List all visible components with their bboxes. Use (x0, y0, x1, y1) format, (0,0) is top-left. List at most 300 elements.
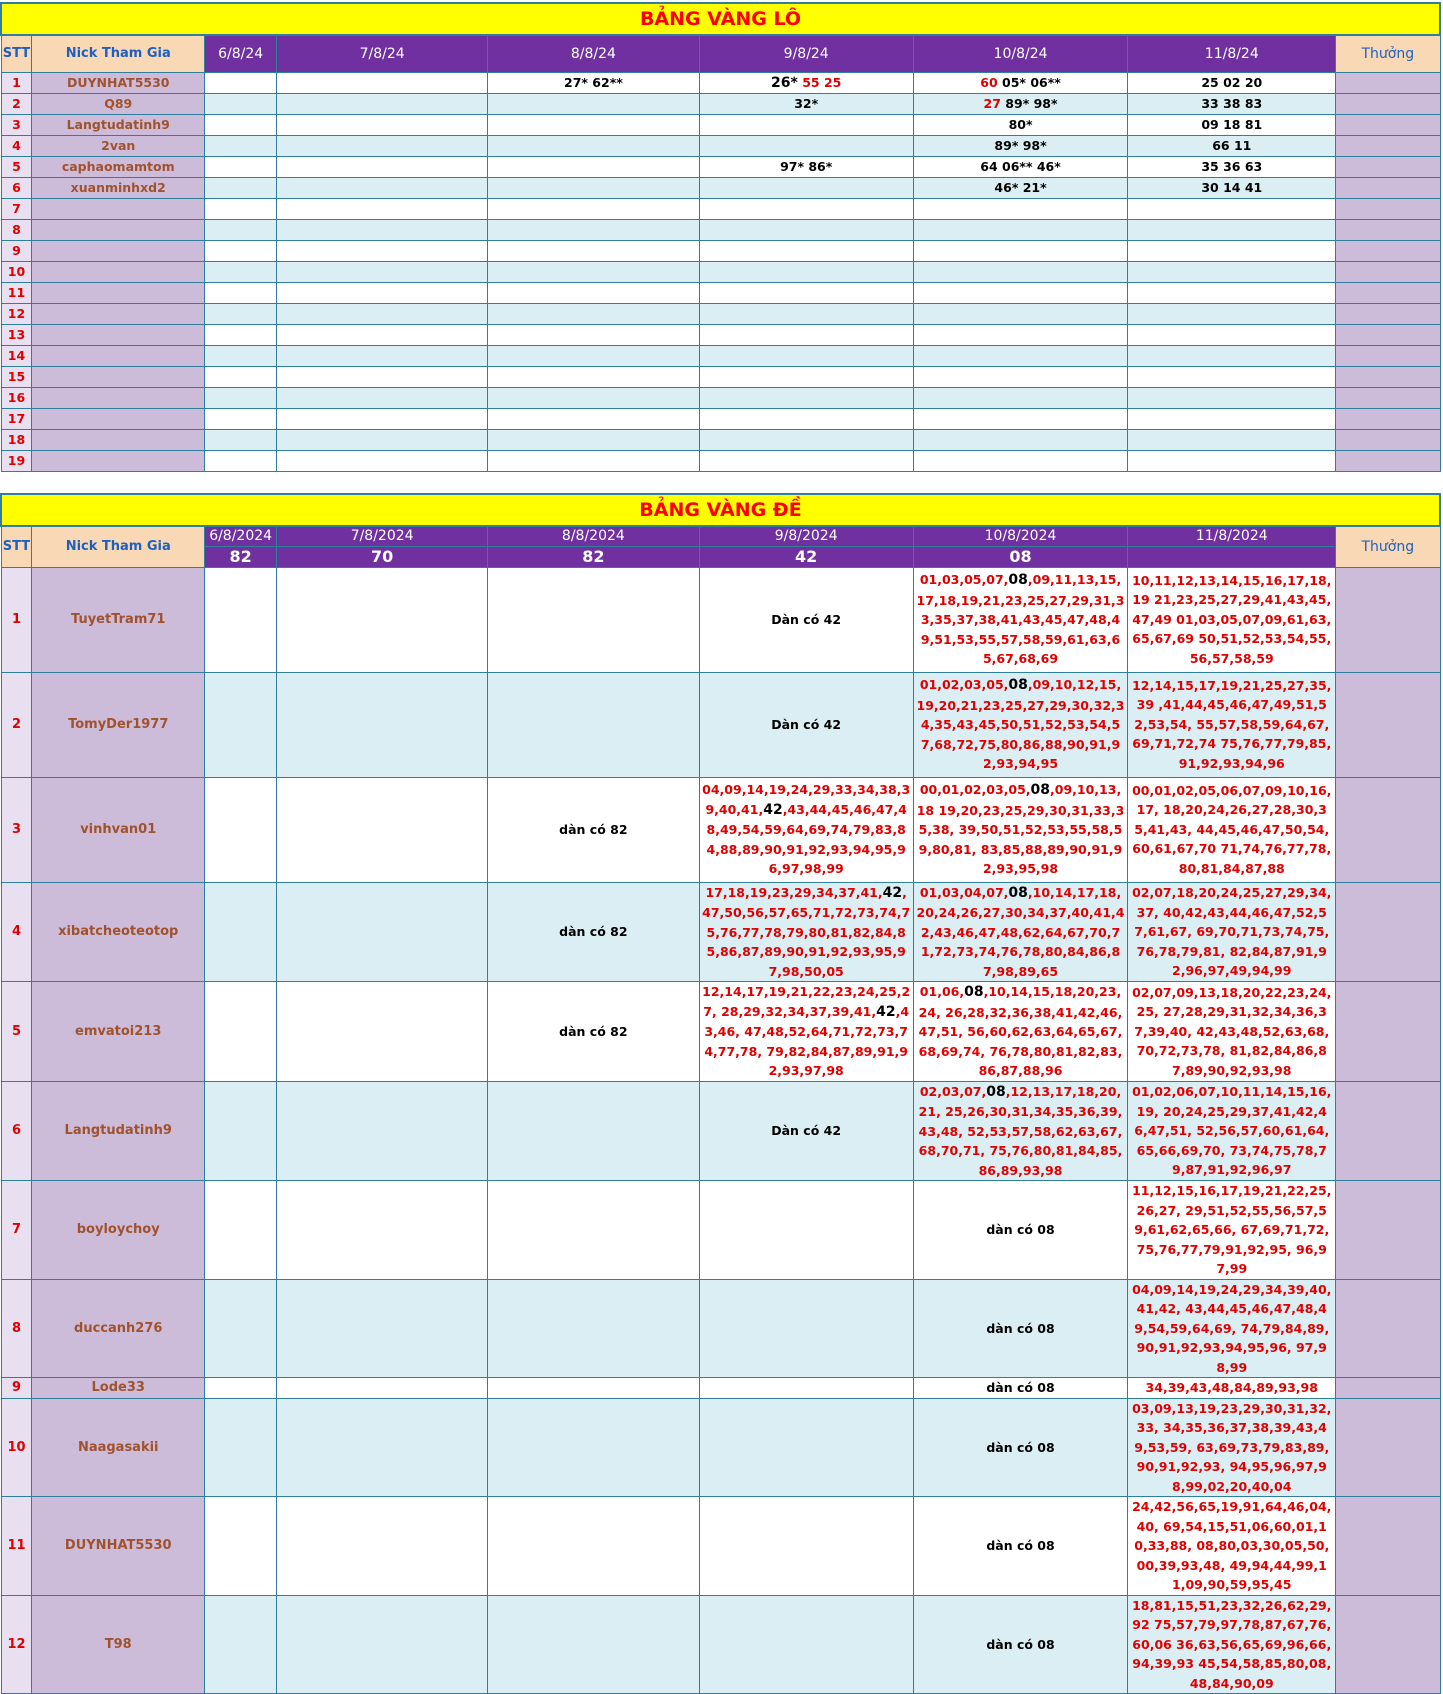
date-cell (1128, 240, 1336, 261)
thuong-cell (1336, 219, 1440, 240)
stt-cell: 5 (1, 156, 32, 177)
date-cell (488, 282, 700, 303)
stt-cell: 13 (1, 324, 32, 345)
thuong-cell (1336, 1081, 1440, 1181)
date-cell (277, 93, 488, 114)
date-cell (204, 1378, 276, 1399)
de-result: 70 (277, 546, 488, 567)
thuong-cell (1336, 135, 1440, 156)
date-cell (204, 261, 276, 282)
lo-row (1, 72, 1440, 93)
highlight-number: 42 (763, 801, 783, 818)
nick-cell: TuyetTram71 (32, 567, 205, 672)
date-cell (488, 450, 700, 471)
lo-row (1, 387, 1440, 408)
numbers-black: 32* (794, 96, 819, 111)
date-cell (204, 1595, 276, 1694)
date-cell (699, 240, 913, 261)
date-cell (913, 567, 1128, 672)
date-cell (488, 240, 700, 261)
numbers-red: ,10,14,17,18,20,24,26,27,30,34,37,40,41,42,43,46,47,48,62,64,67,70,71,72,73,74,76,78,80,84,86,87,98,89,65 (916, 884, 1125, 979)
numbers-red: ,09,10,13,18 19,20,23,25,29,30,31,33,35,38, 39,50,51,52,53,55,58,59,80,81, 83,85,88,89,90,91,92,93,95,98 (916, 782, 1125, 877)
lo-title: BẢNG VÀNG LÔ (1, 3, 1440, 35)
numbers-red: ,47,50,56,57,65,71,72,73,74,75,76,77,78,79,80,81,82,84,85,86,87,89,90,91,92,93,95,97,98,50,05 (702, 884, 911, 979)
date-cell: dàn có 08 (913, 1398, 1128, 1497)
lo-row (1, 93, 1440, 114)
date-cell (204, 1181, 276, 1280)
date-cell (488, 1081, 700, 1181)
date-cell: 35 36 63 (1128, 156, 1336, 177)
de-result (1128, 546, 1336, 567)
date-cell (277, 240, 488, 261)
date-cell (204, 240, 276, 261)
date-cell (204, 366, 276, 387)
de-title: BẢNG VÀNG ĐỀ (1, 494, 1440, 526)
de-header-date: 7/8/2024 (277, 526, 488, 546)
numbers-red: 01,03,05,07, (919, 572, 1009, 588)
date-cell (488, 429, 700, 450)
stt-cell: 19 (1, 450, 32, 471)
de-result: 82 (204, 546, 276, 567)
date-cell (277, 1081, 488, 1181)
stt-cell: 12 (1, 303, 32, 324)
date-cell (277, 1181, 488, 1280)
thuong-cell (1336, 345, 1440, 366)
stt-cell: 7 (1, 198, 32, 219)
thuong-cell (1336, 282, 1440, 303)
de-header-date: 6/8/2024 (204, 526, 276, 546)
date-cell (699, 282, 913, 303)
date-cell (277, 219, 488, 240)
date-cell (204, 1081, 276, 1181)
numbers-black: 89* 98* (1000, 96, 1058, 111)
date-cell: Dàn có 42 (699, 1081, 913, 1181)
stt-cell: 4 (1, 135, 32, 156)
thuong-cell (1336, 72, 1440, 93)
de-row (1, 1398, 1440, 1497)
thuong-cell (1336, 450, 1440, 471)
nick-cell (32, 387, 205, 408)
date-cell (699, 114, 913, 135)
numbers-black: 97* 86* (780, 159, 833, 174)
lo-header-date: 11/8/24 (1128, 35, 1336, 72)
lo-row (1, 408, 1440, 429)
date-cell: 25 02 20 (1128, 72, 1336, 93)
numbers-red: ,09,10,12,15,19,20,21,23,25,27,29,30,32,34,35,43,45,50,51,52,53,54,57,68,72,75,80,86,88,90,91,92,93,94,95 (916, 677, 1125, 772)
nick-cell: vinhvan01 (32, 777, 205, 882)
date-cell (699, 882, 913, 982)
date-cell (488, 1279, 700, 1378)
numbers-red: 01,03,04,07, (919, 884, 1009, 900)
date-cell (913, 324, 1128, 345)
de-header-nick: Nick Tham Gia (32, 526, 205, 567)
date-cell (699, 93, 913, 114)
thuong-cell (1336, 303, 1440, 324)
numbers-black: 05* 06** (997, 75, 1061, 90)
date-cell: 66 11 (1128, 135, 1336, 156)
date-cell (1128, 282, 1336, 303)
date-cell: 11,12,15,16,17,19,21,22,25,26,27, 29,51,52,55,56,57,59,61,62,65,66, 67,69,71,72,75,76,77,79,91,92,95, 96,97,99 (1128, 1181, 1336, 1280)
numbers-red: ,09,11,13,15,17,18,19,21,23,25,27,29,31,33,35,37,38,41,43,45,47,48,49,51,53,55,57,58,59,61,63,65,67,68,69 (916, 572, 1125, 667)
date-cell (204, 303, 276, 324)
thuong-cell (1336, 777, 1440, 882)
lo-row (1, 450, 1440, 471)
nick-cell (32, 198, 205, 219)
date-cell: dàn có 08 (913, 1378, 1128, 1399)
stt-cell: 1 (1, 72, 32, 93)
date-cell (1128, 198, 1336, 219)
highlight-number: 08 (986, 1083, 1006, 1100)
stt-cell: 2 (1, 93, 32, 114)
date-cell: 09 18 81 (1128, 114, 1336, 135)
date-cell (1128, 387, 1336, 408)
date-cell (913, 982, 1128, 1082)
date-cell: dàn có 08 (913, 1181, 1128, 1280)
de-result: 42 (699, 546, 913, 567)
lo-row (1, 177, 1440, 198)
date-cell (204, 429, 276, 450)
nick-cell: caphaomamtom (32, 156, 205, 177)
nick-cell: 2van (32, 135, 205, 156)
date-cell: dàn có 08 (913, 1279, 1128, 1378)
date-cell (699, 135, 913, 156)
numbers-red: 01,02,03,05, (919, 677, 1009, 693)
stt-cell: 15 (1, 366, 32, 387)
thuong-cell (1336, 366, 1440, 387)
date-cell (488, 1398, 700, 1497)
date-cell (277, 1497, 488, 1596)
date-cell (913, 261, 1128, 282)
date-cell (699, 429, 913, 450)
highlight-number: 08 (1008, 572, 1028, 589)
stt-cell: 18 (1, 429, 32, 450)
de-header-stt: STT (1, 526, 32, 567)
date-cell (277, 72, 488, 93)
highlight-number: 08 (964, 984, 984, 1000)
lo-row (1, 198, 1440, 219)
date-cell (699, 450, 913, 471)
date-cell: Dàn có 42 (699, 672, 913, 777)
de-header-date: 9/8/2024 (699, 526, 913, 546)
date-cell (913, 345, 1128, 366)
nick-cell: Naagasakii (32, 1398, 205, 1497)
date-cell: 12,14,15,17,19,21,25,27,35,39 ,41,44,45,46,47,49,51,52,53,54, 55,57,58,59,64,67,69,71,72,74 75,76,77,79,85,91,92,93,94,96 (1128, 672, 1336, 777)
date-cell (699, 156, 913, 177)
date-cell: 27* 62** (488, 72, 700, 93)
date-cell (277, 882, 488, 982)
date-cell (488, 408, 700, 429)
date-cell (488, 345, 700, 366)
lo-row (1, 303, 1440, 324)
lo-header-date: 7/8/24 (277, 35, 488, 72)
lo-row (1, 282, 1440, 303)
date-cell (488, 261, 700, 282)
thuong-cell (1336, 1595, 1440, 1694)
nick-cell: DUYNHAT5530 (32, 72, 205, 93)
date-cell: 30 14 41 (1128, 177, 1336, 198)
date-cell (277, 408, 488, 429)
date-cell (913, 408, 1128, 429)
date-cell (277, 261, 488, 282)
de-header-date: 10/8/2024 (913, 526, 1128, 546)
date-cell (204, 450, 276, 471)
date-cell (277, 366, 488, 387)
thuong-cell (1336, 177, 1440, 198)
date-cell (699, 324, 913, 345)
date-cell (204, 882, 276, 982)
date-cell: dàn có 08 (913, 1595, 1128, 1694)
date-cell (699, 261, 913, 282)
date-cell: 18,81,15,51,23,32,26,62,29,92 75,57,79,97,78,87,67,76,60,06 36,63,56,65,69,96,66,94,39,93 45,54,58,85,80,08,48,84,90,09 (1128, 1595, 1336, 1694)
lo-header-nick: Nick Tham Gia (32, 35, 205, 72)
lo-row (1, 156, 1440, 177)
date-cell (277, 1398, 488, 1497)
date-cell (204, 1279, 276, 1378)
date-cell (699, 366, 913, 387)
date-cell (204, 135, 276, 156)
date-cell (277, 303, 488, 324)
date-cell (277, 324, 488, 345)
date-cell (204, 387, 276, 408)
nick-cell: Langtudatinh9 (32, 114, 205, 135)
date-cell (699, 1181, 913, 1280)
date-cell: 02,07,09,13,18,20,22,23,24,25, 27,28,29,31,32,34,36,37,39,40, 42,43,48,52,63,68,70,72,73,78, 81,82,84,86,87,89,90,92,93,98 (1128, 982, 1336, 1082)
date-cell (699, 177, 913, 198)
numbers-red: 04,09,14,19,24,29,33,34,38,39,40,41, (702, 782, 911, 817)
thuong-cell (1336, 93, 1440, 114)
nick-cell (32, 324, 205, 345)
date-cell: 24,42,56,65,19,91,64,46,04,40, 69,54,15,51,06,60,01,10,33,88, 08,80,03,30,05,50,00,39,93,48, 49,94,44,99,11,09,90,59,95,45 (1128, 1497, 1336, 1596)
date-cell (699, 1279, 913, 1378)
date-cell (277, 567, 488, 672)
thuong-cell (1336, 1378, 1440, 1399)
nick-cell (32, 450, 205, 471)
de-row (1, 777, 1440, 882)
date-cell (1128, 366, 1336, 387)
date-cell: 00,01,02,05,06,07,09,10,16,17, 18,20,24,26,27,28,30,35,41,43, 44,45,46,47,50,54,60,61,67,70 71,74,76,77,78,80,81,84,87,88 (1128, 777, 1336, 882)
nick-cell (32, 240, 205, 261)
date-cell (1128, 429, 1336, 450)
nick-cell (32, 261, 205, 282)
date-cell (488, 135, 700, 156)
date-cell (277, 777, 488, 882)
nick-cell (32, 282, 205, 303)
date-cell (204, 982, 276, 1082)
date-cell (488, 1378, 700, 1399)
date-cell (204, 1497, 276, 1596)
stt-cell: 4 (1, 882, 32, 982)
numbers-black: 89* 98* (994, 138, 1047, 153)
stt-cell: 6 (1, 177, 32, 198)
date-cell (699, 777, 913, 882)
date-cell (277, 198, 488, 219)
lo-row (1, 429, 1440, 450)
date-cell (277, 1378, 488, 1399)
date-cell (277, 135, 488, 156)
date-cell (488, 219, 700, 240)
de-header-date: 8/8/2024 (488, 526, 700, 546)
stt-cell: 2 (1, 672, 32, 777)
date-cell (204, 156, 276, 177)
date-cell (204, 114, 276, 135)
date-cell (699, 1398, 913, 1497)
date-cell (913, 282, 1128, 303)
nick-cell: xuanminhxd2 (32, 177, 205, 198)
de-row (1, 1497, 1440, 1596)
date-cell (204, 72, 276, 93)
nick-cell (32, 345, 205, 366)
date-cell (913, 672, 1128, 777)
de-header-date: 11/8/2024 (1128, 526, 1336, 546)
nick-cell: TomyDer1977 (32, 672, 205, 777)
stt-cell: 5 (1, 982, 32, 1082)
thuong-cell (1336, 1181, 1440, 1280)
date-cell (277, 672, 488, 777)
date-cell (204, 1398, 276, 1497)
de-header-thuong: Thưởng (1336, 526, 1440, 567)
stt-cell: 16 (1, 387, 32, 408)
thuong-cell (1336, 672, 1440, 777)
date-cell (488, 387, 700, 408)
date-cell (488, 672, 700, 777)
date-cell: dàn có 82 (488, 882, 700, 982)
thuong-cell (1336, 240, 1440, 261)
highlight-number: 08 (1008, 677, 1028, 694)
lo-header-date: 6/8/24 (204, 35, 276, 72)
date-cell (204, 93, 276, 114)
numbers-red: 00,01,02,03,05, (919, 782, 1031, 798)
stt-cell: 8 (1, 1279, 32, 1378)
numbers-red: ,10,14,15,18,20,23,24, 26,28,32,36,38,41,42,46,47,51, 56,60,62,63,64,65,67,68,69,74, 76,78,80,81,82,83,86,87,88,96 (918, 984, 1123, 1078)
thuong-cell (1336, 324, 1440, 345)
stt-cell: 6 (1, 1081, 32, 1181)
date-cell (488, 156, 700, 177)
de-row (1, 882, 1440, 982)
date-cell (913, 450, 1128, 471)
highlight-number: 42 (876, 1003, 896, 1020)
date-cell (913, 135, 1128, 156)
lo-header-date: 8/8/24 (488, 35, 700, 72)
date-cell (699, 982, 913, 1082)
nick-cell: xibatcheoteotop (32, 882, 205, 982)
date-cell (488, 114, 700, 135)
highlight-number: 08 (1008, 884, 1028, 901)
date-cell (277, 1279, 488, 1378)
thuong-cell (1336, 408, 1440, 429)
stt-cell: 7 (1, 1181, 32, 1280)
date-cell (913, 198, 1128, 219)
stt-cell: 11 (1, 1497, 32, 1596)
date-cell (488, 324, 700, 345)
lo-row (1, 366, 1440, 387)
nick-cell: boyloychoy (32, 1181, 205, 1280)
stt-cell: 12 (1, 1595, 32, 1694)
date-cell (277, 450, 488, 471)
numbers-black: 46* 21* (994, 180, 1047, 195)
de-row (1, 1081, 1440, 1181)
de-row (1, 1595, 1440, 1694)
thuong-cell (1336, 882, 1440, 982)
date-cell (913, 303, 1128, 324)
date-cell (913, 429, 1128, 450)
date-cell (1128, 219, 1336, 240)
thuong-cell (1336, 567, 1440, 672)
date-cell (204, 777, 276, 882)
nick-cell (32, 366, 205, 387)
date-cell (699, 198, 913, 219)
nick-cell (32, 408, 205, 429)
date-cell (913, 882, 1128, 982)
date-cell (277, 345, 488, 366)
date-cell (913, 114, 1128, 135)
date-cell (204, 567, 276, 672)
lo-header-thuong: Thưởng (1336, 35, 1440, 72)
thuong-cell (1336, 429, 1440, 450)
date-cell: 03,09,13,19,23,29,30,31,32,33, 34,35,36,37,38,39,43,49,53,59, 63,69,73,79,83,89,90,91,92,93, 94,95,96,97,98,99,02,20,40,04 (1128, 1398, 1336, 1497)
thuong-cell (1336, 1279, 1440, 1378)
date-cell (488, 1497, 700, 1596)
date-cell: dàn có 08 (913, 1497, 1128, 1596)
de-row (1, 1378, 1440, 1399)
stt-cell: 3 (1, 777, 32, 882)
nick-cell: Lode33 (32, 1378, 205, 1399)
lo-row (1, 135, 1440, 156)
date-cell: dàn có 82 (488, 777, 700, 882)
date-cell (204, 345, 276, 366)
date-cell (913, 387, 1128, 408)
date-cell: 01,02,06,07,10,11,14,15,16,19, 20,24,25,29,37,41,42,46,47,51, 52,56,57,60,61,64,65,66,69,70, 73,74,75,78,79,87,91,92,96,97 (1128, 1081, 1336, 1181)
date-cell (913, 1081, 1128, 1181)
lo-header-date: 9/8/24 (699, 35, 913, 72)
thuong-cell (1336, 1497, 1440, 1596)
date-cell (488, 198, 700, 219)
numbers-black: 80* (1008, 117, 1033, 132)
date-cell (699, 1497, 913, 1596)
thuong-cell (1336, 114, 1440, 135)
thuong-cell (1336, 198, 1440, 219)
date-cell (913, 156, 1128, 177)
nick-cell: emvatoi213 (32, 982, 205, 1082)
date-cell (277, 156, 488, 177)
numbers-red: ,12,13,17,18,20,21, 25,26,30,31,34,35,36,39,43,48, 52,53,57,58,62,63,67,68,70,71, 75,76,80,81,84,85,86,89,93,98 (918, 1083, 1123, 1178)
numbers-black: 64 06** 46* (980, 159, 1061, 174)
date-cell (277, 1595, 488, 1694)
de-table (0, 493, 1441, 1694)
date-cell (699, 408, 913, 429)
date-cell (699, 72, 913, 93)
lo-table (0, 2, 1441, 472)
date-cell (277, 177, 488, 198)
date-cell (277, 982, 488, 1082)
lo-header-date: 10/8/24 (913, 35, 1128, 72)
stt-cell: 14 (1, 345, 32, 366)
stt-cell: 9 (1, 1378, 32, 1399)
stt-cell: 3 (1, 114, 32, 135)
date-cell: 02,07,18,20,24,25,27,29,34,37, 40,42,43,44,46,47,52,57,61,67, 69,70,71,73,74,75,76,78,79,81, 82,84,87,91,92,96,97,49,94,99 (1128, 882, 1336, 982)
date-cell (913, 219, 1128, 240)
lo-row (1, 114, 1440, 135)
date-cell: dàn có 82 (488, 982, 700, 1082)
date-cell (488, 177, 700, 198)
numbers-red: 02,03,07, (919, 1083, 987, 1099)
numbers-red: 27 (983, 96, 1001, 111)
date-cell (488, 567, 700, 672)
stt-cell: 9 (1, 240, 32, 261)
date-cell (913, 366, 1128, 387)
date-cell (488, 1181, 700, 1280)
date-cell (277, 114, 488, 135)
stt-cell: 17 (1, 408, 32, 429)
